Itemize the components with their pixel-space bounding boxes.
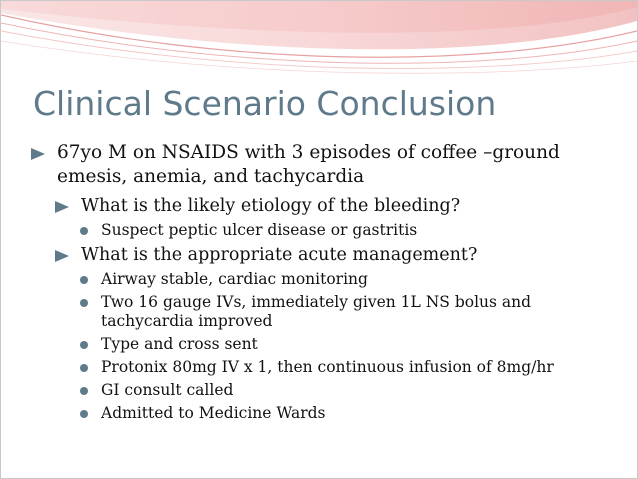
list-item	[55, 244, 621, 266]
list-item	[55, 195, 621, 217]
bullet-text: What is the appropriate acute management?	[81, 245, 478, 265]
triangle-bullet-icon	[55, 201, 69, 213]
circle-bullet-icon	[79, 226, 89, 236]
bullet-list	[31, 141, 621, 427]
bullet-text: Admitted to Medicine Wards	[101, 404, 326, 422]
circle-bullet-icon	[79, 386, 89, 396]
circle-bullet-icon	[79, 409, 89, 419]
list-item	[79, 270, 621, 289]
bullet-text: What is the likely etiology of the bleeding?	[81, 196, 461, 216]
bullet-text: Airway stable, cardiac monitoring	[101, 270, 368, 288]
bullet-text: 67yo M on NSAIDS with 3 episodes of coffee –ground emesis, anemia, and tachycardia	[57, 142, 560, 187]
list-item	[31, 141, 621, 189]
list-item	[79, 404, 621, 423]
triangle-bullet-icon	[55, 250, 69, 262]
circle-bullet-icon	[79, 275, 89, 285]
bullet-text: GI consult called	[101, 381, 234, 399]
list-item	[79, 335, 621, 354]
bullet-text: Type and cross sent	[101, 335, 258, 353]
bullet-text: Protonix 80mg IV x 1, then continuous infusion of 8mg/hr	[101, 358, 554, 376]
bullet-text: Suspect peptic ulcer disease or gastritis	[101, 221, 418, 239]
circle-bullet-icon	[79, 363, 89, 373]
list-item	[79, 381, 621, 400]
bullet-text: Two 16 gauge IVs, immediately given 1L NS bolus and tachycardia improved	[101, 293, 532, 330]
slide-title: Clinical Scenario Conclusion	[33, 84, 497, 123]
list-item	[79, 221, 621, 240]
circle-bullet-icon	[79, 298, 89, 308]
circle-bullet-icon	[79, 340, 89, 350]
list-item	[79, 358, 621, 377]
triangle-bullet-icon	[31, 148, 45, 160]
decorative-ribbon-header	[1, 1, 637, 81]
list-item	[79, 293, 621, 331]
